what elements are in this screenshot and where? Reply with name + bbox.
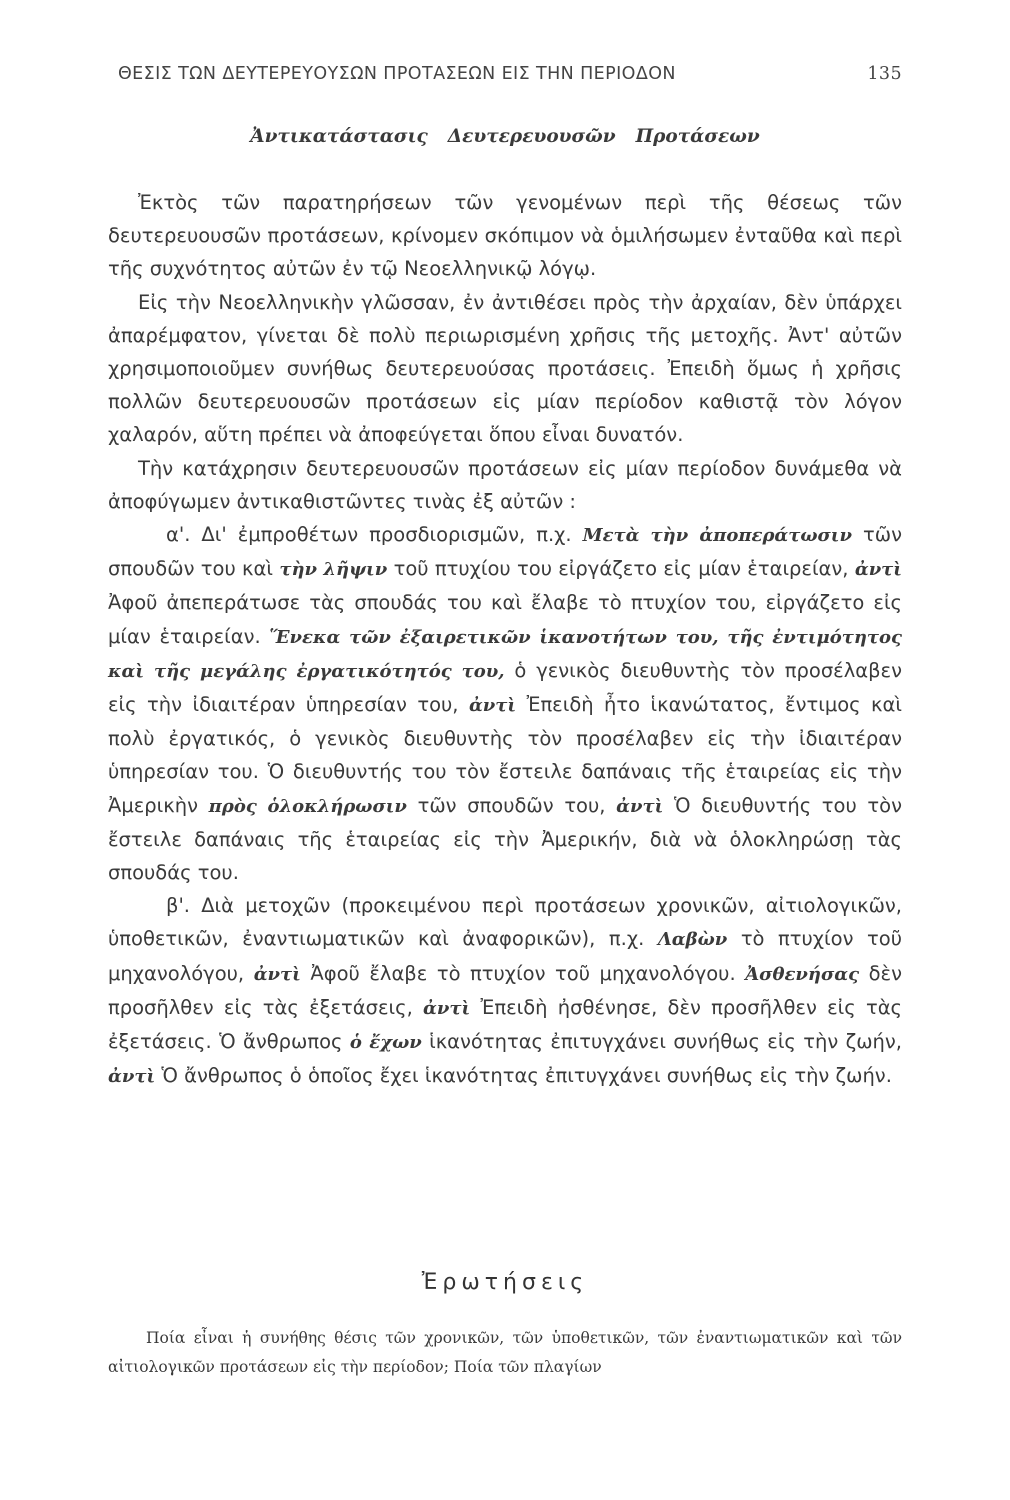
example-text: τὸ πτυχίον τοῦ μηχανολόγου, <box>108 927 902 985</box>
example-text: ὁ γενικὸς διευθυντὴς τὸν προσέλαβεν εἰς τὴν ἰδιαιτέραν ὑπηρεσίαν του, <box>108 658 902 717</box>
example-italic: πρὸς ὁλοκλήρωσιν <box>208 795 407 817</box>
example-text: ἱκανότητας ἐπιτυγχάνει συνήθως εἰς τὴν ζωήν, <box>429 1030 902 1054</box>
anti-marker: ἀντὶ <box>854 559 903 581</box>
example-alternative: Ὁ διευθυντής του τὸν ἔστειλε δαπάναις τῆς ἑταιρείας εἰς τὴν Ἀμερικήν, διὰ νὰ ὁλοκληρώσῃ τὰς σπουδάς του. <box>108 793 902 885</box>
example-italic: Λαβὼν <box>657 929 728 951</box>
example-italic: Μετὰ τὴν ἀποπεράτωσιν <box>582 525 853 547</box>
example-alternative: Ὁ ἄνθρωπος ὁ ὁποῖος ἔχει ἱκανότητας ἐπιτυγχάνει συνήθως εἰς τὴν ζωήν. <box>161 1064 892 1088</box>
item-a-lead: α'. Δι' ἐμπροθέτων προσδιορισμῶν, π.χ. <box>166 523 572 547</box>
example-alternative: Ἐπειδὴ ἦτο ἱκανώτατος, ἔντιμος καὶ πολὺ ἐργατικός, ὁ γενικὸς διευθυντὴς τὸν προσέλαβεν εἰς τὴν ἰδιαιτέραν ὑπηρεσίαν του. <box>108 693 902 784</box>
paragraph-infinitive: Εἰς τὴν Νεοελληνικὴν γλῶσσαν, ἐν ἀντιθέσει πρὸς τὴν ἀρχαίαν, δὲν ὑπάρχει ἀπαρέμφατον, γίνεται δὲ πολὺ περιωρισμένη χρῆσις τῆς μετοχῆς. Ἀντ' αὐτῶν χρησιμοποιοῦμεν συνήθως δευτερευούσας προτάσεις. Ἐπειδὴ ὅμως ἡ χρῆσις πολλῶν δευτερευουσῶν προτάσεων εἰς μίαν περίοδον καθιστᾷ τὸν λόγον χαλαρόν, αὕτη πρέπει νὰ ἀποφεύγεται ὅπου εἶναι δυνατόν. <box>108 290 902 447</box>
anti-marker: ἀντὶ <box>423 997 471 1019</box>
anti-marker: ἀντὶ <box>108 1066 156 1088</box>
section-title <box>0 126 1010 147</box>
example-alternative: Ἀφοῦ ἔλαβε τὸ πτυχίον τοῦ μηχανολόγου. <box>310 961 736 985</box>
section-title-word-2: Δευτερευουσῶν <box>447 126 616 147</box>
example-italic: τὴν λῆψιν <box>279 559 388 581</box>
page-number: 135 <box>867 64 902 84</box>
anti-marker: ἀντὶ <box>616 795 664 817</box>
example-alternative: Ἐπειδὴ ἠσθένησε, δὲν προσῆλθεν εἰς τὰς ἐξετάσεις. <box>108 995 902 1054</box>
section-title-word-1: Ἀντικατάστασις <box>250 126 428 147</box>
item-a-prepositional <box>108 518 902 889</box>
example-text: τοῦ πτυχίου του εἰργάζετο εἰς μίαν ἑταιρείαν, <box>393 557 849 581</box>
example-text: Ὁ ἄνθρωπος <box>219 1030 343 1054</box>
paragraph-intro: Ἐκτὸς τῶν παρατηρήσεων τῶν γενομένων περὶ τῆς θέσεως τῶν δευτερευουσῶν προτάσεων, κρίνομεν σκόπιμον νὰ ὁμιλήσωμεν ἐνταῦθα καὶ περὶ τῆς συχνότητος αὐτῶν ἐν τῷ Νεοελληνικῷ λόγῳ. <box>108 191 902 281</box>
example-italic: Ἀσθενήσας <box>745 963 860 985</box>
paragraph-replacement: Τὴν κατάχρησιν δευτερευουσῶν προτάσεων εἰς μίαν περίοδον δυνάμεθα νὰ ἀποφύγωμεν ἀντικαθιστῶντες τινὰς ἐξ αὐτῶν : <box>108 456 902 513</box>
section-title-word-3: Προτάσεων <box>635 126 760 147</box>
anti-marker: ἀντὶ <box>468 695 517 717</box>
item-b-lead: β'. Διὰ μετοχῶν (προκειμένου περὶ προτάσεων χρονικῶν, αἰτιολογικῶν, ὑποθετικῶν, ἐναντιωματικῶν καὶ ἀναφορικῶν), π.χ. <box>108 894 902 951</box>
example-text: Ὁ διευθυντής του τὸν ἔστειλε δαπάναις τῆς ἑταιρείας εἰς τὴν Ἀμερικὴν <box>108 760 902 817</box>
body-text <box>108 186 902 1093</box>
running-header <box>118 64 902 84</box>
questions-text: Ποία εἶναι ἡ συνήθης θέσις τῶν χρονικῶν, τῶν ὑποθετικῶν, τῶν ἐναντιωματικῶν καὶ τῶν αἰτιολογικῶν προτάσεων εἰς τὴν περίοδον; Ποία τῶν πλαγίων <box>108 1329 902 1376</box>
item-b-participles <box>108 889 902 1093</box>
anti-marker: ἀντὶ <box>253 963 301 985</box>
example-alternative: Ἀφοῦ ἀπεπεράτωσε τὰς σπουδάς του καὶ ἔλαβε τὸ πτυχίον του, εἰργάζετο εἰς μίαν ἑταιρείαν. <box>108 591 902 648</box>
example-italic: ὁ ἔχων <box>349 1032 422 1054</box>
example-italic: Ἕνεκα τῶν ἐξαιρετικῶν ἱκανοτήτων του, τῆς ἐντιμότητος καὶ τῆς μεγάλης ἐργατικότητός του, <box>108 626 902 682</box>
questions-heading: Ἐρωτήσεις <box>421 1270 589 1295</box>
example-text: δὲν προσῆλθεν εἰς τὰς ἐξετάσεις, <box>108 961 902 1019</box>
running-title: ΘΕΣΙΣ ΤΩΝ ΔΕΥΤΕΡΕΥΟΥΣΩΝ ΠΡΟΤΑΣΕΩΝ ΕΙΣ ΤΗΝ ΠΕΡΙΟΔΟΝ <box>118 64 676 84</box>
example-text: τῶν σπουδῶν του, <box>417 793 606 817</box>
example-text: τῶν σπουδῶν του καὶ <box>108 523 902 581</box>
